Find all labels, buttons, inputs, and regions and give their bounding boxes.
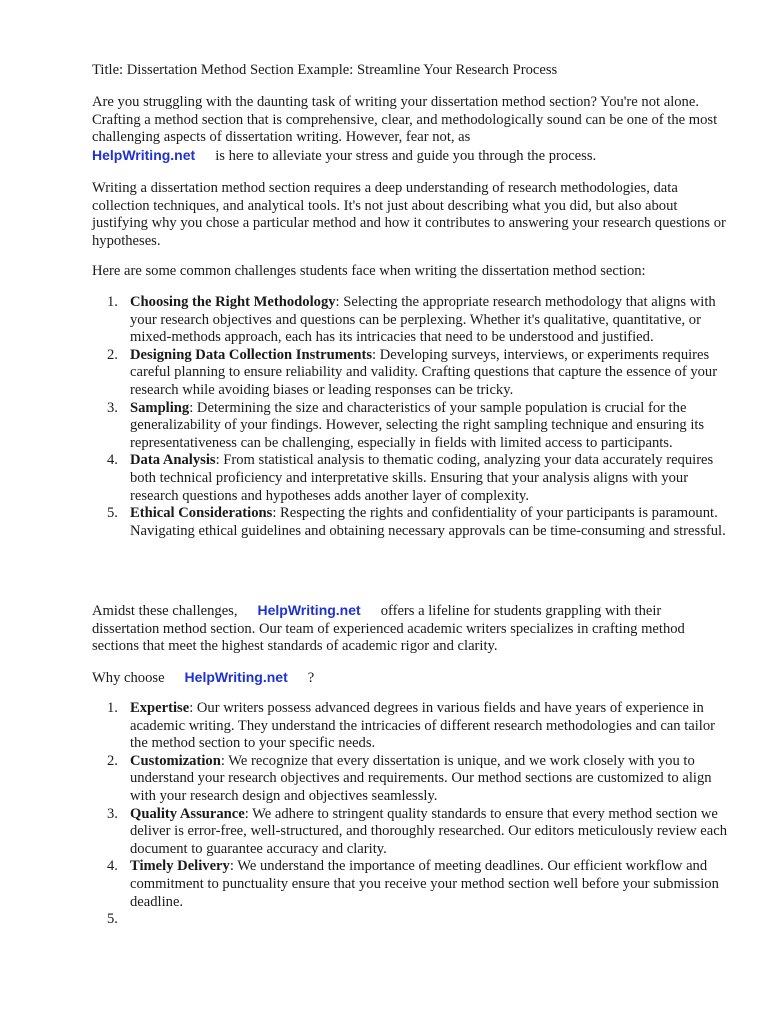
- list-item-term: Designing Data Collection Instruments: [130, 346, 373, 363]
- paragraph-why-choose: Why choose HelpWriting.net ?: [92, 669, 315, 686]
- list-item: 2. Customization: We recognize that every dissertation is unique, and we work closely with you to understand your research objectives and requirements. Our method sections are customized to align with your research design and objectives seamlessly.: [107, 752, 712, 804]
- list-item-term: Data Analysis: [130, 452, 216, 469]
- paragraph-lifeline: Amidst these challenges, HelpWriting.net offers a lifeline for students grappling with their dissertation method section. Our team of experienced academic writers specializes in crafting method sections that meet the highest standards of academic rigor and clarity.: [92, 602, 685, 655]
- list-item-term: Ethical Considerations: [130, 505, 273, 522]
- reasons-list: 1. Expertise: Our writers possess advanced degrees in various fields and have years of experience in academic writing. They understand the intricacies of different research methodologies and can tailor the method section to your specific needs. 2. Customization: We recognize that every dissertation is unique, and we work closely with you to understand your research objectives and requirements. Our method sections are customized to align with your research design and objectives seamlessly. 3. Quality Assurance: We adhere to stringent quality standards to ensure that every method section we deliver is error-free, well-structured, and thoroughly researched. Our editors meticulously review each document to guarantee accuracy and clarity. 4. Timely Delivery: We understand the importance of meeting deadlines. Our efficient workflow and commitment to punctuality ensure that you receive your method section well before your submission deadline. 5.: [92, 700, 732, 911]
- intro-text: Are you struggling with the daunting task of writing your dissertation method section? You're not alone. Crafting a method section that is comprehensive, clear, and methodologically sound can be one of the most challenging aspects of dissertation writing. However, fear not, as: [92, 94, 718, 146]
- paragraph-method-requirements: Writing a dissertation method section requires a deep understanding of research methodologies, data collection techniques, and analytical tools. It's not just about describing what you did, but also about justifying why you chose a particular method and how it contributes to answering your research questions or hypotheses.: [92, 180, 726, 249]
- intro-text-after: is here to alleviate your stress and guide you through the process.: [215, 147, 597, 164]
- list-item-term: Choosing the Right Methodology: [130, 294, 336, 310]
- document-title: Title: Dissertation Method Section Example: Streamline Your Research Process: [92, 62, 558, 78]
- challenges-list: [92, 294, 732, 540]
- paragraph-challenges-intro: Here are some common challenges students face when writing the dissertation method section:: [92, 263, 646, 279]
- list-item-term: Customization: [130, 752, 221, 769]
- list-item: 1. Expertise: Our writers possess advanced degrees in various fields and have years of experience in academic writing. They understand the intricacies of different research methodologies and can tailor the method section to your specific needs.: [107, 700, 716, 752]
- helpwriting-link-intro[interactable]: HelpWriting.net: [92, 146, 196, 163]
- list-item: 3. Quality Assurance: We adhere to stringent quality standards to ensure that every method section we deliver is error-free, well-structured, and thoroughly researched. Our editors meticulously review each document to guarantee accuracy and clarity.: [107, 805, 728, 857]
- helpwriting-link-lifeline[interactable]: HelpWriting.net: [257, 602, 361, 618]
- list-item: 2. Designing Data Collection Instruments: Developing surveys, interviews, or experiments requires careful planning to ensure reliability and validity. Crafting questions that capture the essence of your research while avoiding biases or leading responses can be tricky.: [107, 346, 718, 398]
- list-item-term: Quality Assurance: [130, 805, 245, 822]
- helpwriting-link-why[interactable]: HelpWriting.net: [184, 669, 288, 685]
- list-item: 5. Ethical Considerations: Respecting the rights and confidentiality of your participants is paramount. Navigating ethical guidelines and obtaining necessary approvals can be time-consuming and stressful.: [107, 505, 726, 539]
- list-item: 3. Sampling: Determining the size and characteristics of your sample population is crucial for the generalizability of your findings. However, selecting the right sampling technique and ensuring its representativeness can be challenging, especially in fields with limited access to participants.: [107, 399, 705, 451]
- list-item: 1. Choosing the Right Methodology: Selecting the appropriate research methodology that aligns with your research objectives and questions can be perplexing. Whether it's qualitative, quantitative, or mixed-methods approach, each has its intricacies that need to be understood and justified.: [107, 294, 716, 346]
- intro-paragraph: [92, 94, 732, 165]
- list-item-term: Sampling: [130, 399, 190, 416]
- list-item: 4. Timely Delivery: We understand the importance of meeting deadlines. Our efficient workflow and commitment to punctuality ensure that you receive your method section well before your submission deadline.: [107, 858, 719, 910]
- list-item-term: Timely Delivery: [130, 858, 230, 875]
- list-item-term: Expertise: [130, 700, 190, 716]
- list-item: 4. Data Analysis: From statistical analysis to thematic coding, analyzing your data accurately requires both technical proficiency and interpretative skills. Ensuring that your analysis aligns with your research questions and hypotheses adds another layer of complexity.: [107, 452, 714, 504]
